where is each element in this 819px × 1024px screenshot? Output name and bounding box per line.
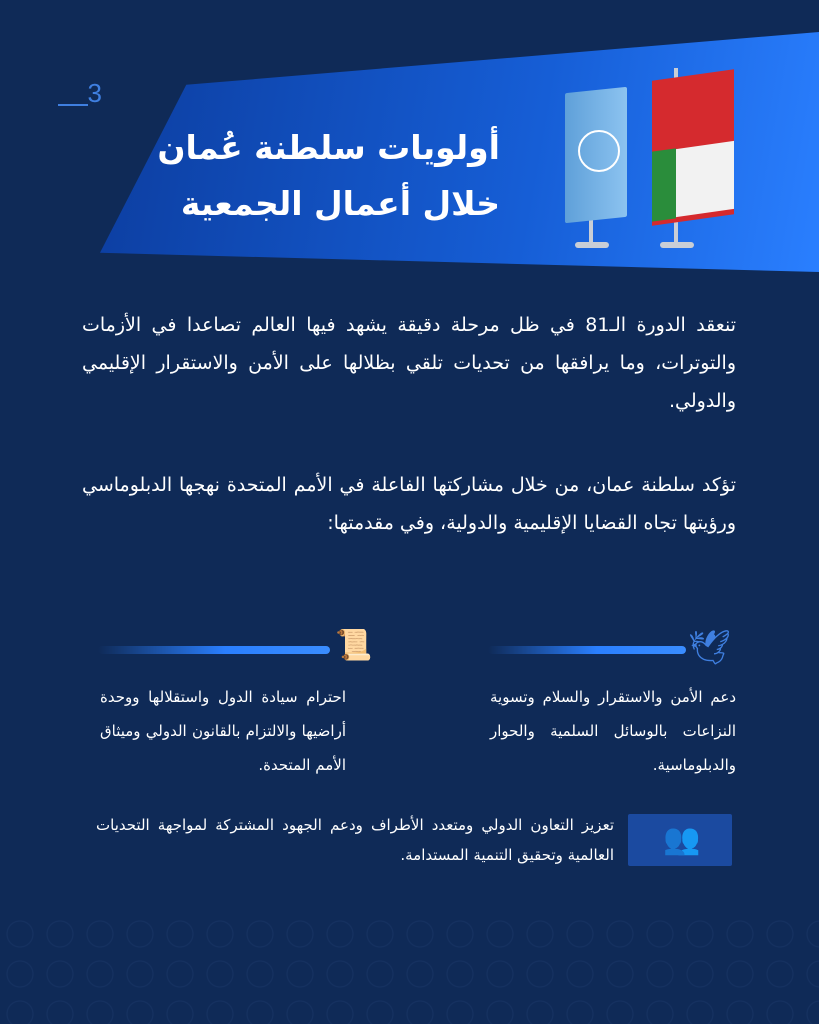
title-line-1: أولويات سلطنة عُمان (157, 128, 500, 167)
divider-rule (488, 646, 686, 654)
priority-item: تعزيز التعاون الدولي ومتعدد الأطراف ودعم الجهود المشتركة لمواجهة التحديات العالمية وتحقيق التنمية المستدامة. (96, 816, 614, 864)
commitment-paragraph: تؤكد سلطنة عمان، من خلال مشاركتها الفاعلة في الأمم المتحدة نهجها الدبلوماسي ورؤيتها تجاه القضايا الإقليمية والدولية، وفي مقدمتها: (82, 474, 736, 534)
dove-olive-branch-icon: 🕊 (688, 628, 732, 668)
page-number-underline (58, 104, 88, 106)
intro-paragraph: تنعقد الدورة الـ81 في ظل مرحلة دقيقة يشهد فيها العالم تصاعدا في الأزمات والتوترات، وما يرافقها من تحديات تلقي بظلالها على الأمن والاستقرار الإقليمي والدولي. (82, 314, 736, 412)
background-pattern (0, 914, 819, 1024)
priority-item: دعم الأمن والاستقرار والسلام وتسوية النزاعات بالوسائل السلمية والحوار والدبلوماسية. (490, 688, 736, 774)
divider-rule (98, 646, 330, 654)
page-number: 3 (87, 78, 102, 108)
title-line-2: خلال أعمال الجمعية (180, 184, 500, 223)
priority-item: احترام سيادة الدول واستقلالها ووحدة أراضيها والالتزام بالقانون الدولي وميثاق الأمم المتحدة. (100, 688, 346, 774)
people-group-icon: 👥 (663, 822, 701, 857)
page-title (120, 120, 500, 232)
certificate-scroll-icon: 📜 (335, 628, 373, 663)
